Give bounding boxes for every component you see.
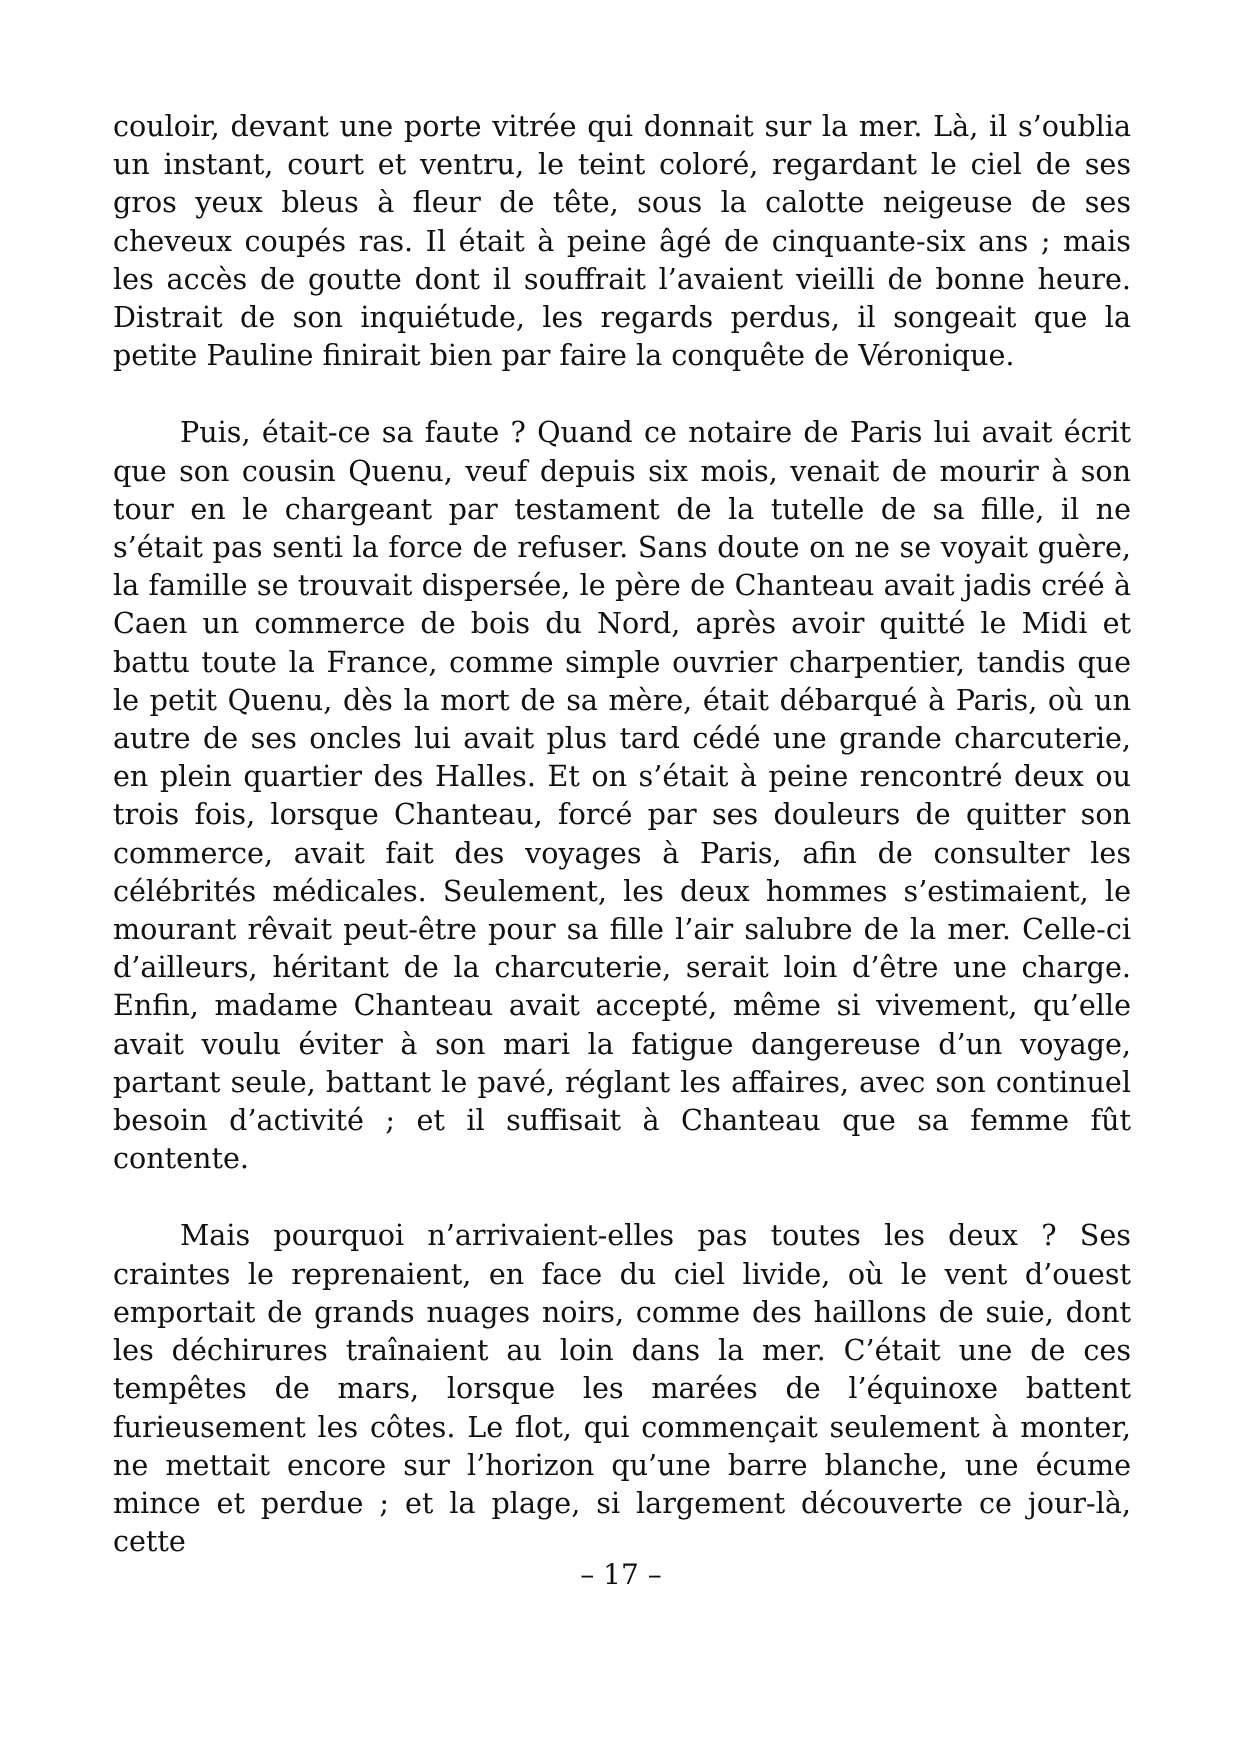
- paragraph-2: Puis, était-ce sa faute ? Quand ce notaire de Paris lui avait écrit que son cousin Quenu, veuf depuis six mois, venait de mourir à son tour en le chargeant par testament de la tutelle de sa fille, il ne s’était pas senti la force de refuser. Sans doute on ne se voyait guère, la famille se trouvait dispersée, le père de Chanteau avait jadis créé à Caen un commerce de bois du Nord, après avoir quitté le Midi et battu toute la France, comme simple ouvrier charpentier, tandis que le petit Quenu, dès la mort de sa mère, était débarqué à Paris, où un autre de ses oncles lui avait plus tard cédé une grande charcuterie, en plein quartier des Halles. Et on s’était à peine rencontré deux ou trois fois, lorsque Chanteau, forcé par ses douleurs de quitter son commerce, avait fait des voyages à Paris, afin de consulter les célébrités médicales. Seulement, les deux hommes s’estimaient, le mourant rêvait peut-être pour sa fille l’air salubre de la mer. Celle-ci d’ailleurs, héritant de la charcuterie, serait loin d’être une charge. Enfin, madame Chanteau avait accepté, même si vivement, qu’elle avait voulu éviter à son mari la fatigue dangereuse d’un voyage, partant seule, battant le pavé, réglant les affaires, avec son continuel besoin d’activité ; et il suffisait à Chanteau que sa femme fût contente.: [113, 415, 1131, 1176]
- page-text: [113, 107, 1131, 1560]
- paragraph-1: couloir, devant une porte vitrée qui donnait sur la mer. Là, il s’oublia un instant, court et ventru, le teint coloré, regardant le ciel de ses gros yeux bleus à fleur de tête, sous la calotte neigeuse de ses cheveux coupés ras. Il était à peine âgé de cinquante-six ans ; mais les accès de goutte dont il souffrait l’avaient vieilli de bonne heure. Distrait de son inquiétude, les regards perdus, il songeait que la petite Pauline finirait bien par faire la conquête de Véronique.: [113, 109, 1131, 373]
- page-number: – 17 –: [580, 1558, 662, 1591]
- paragraph-3: Mais pourquoi n’arrivaient-elles pas toutes les deux ? Ses craintes le reprenaient, en face du ciel livide, où le vent d’ouest emportait de grands nuages noirs, comme des haillons de suie, dont les déchirures traînaient au loin dans la mer. C’était une de ces tempêtes de mars, lorsque les marées de l’équinoxe battent furieusement les côtes. Le flot, qui commençait seulement à monter, ne mettait encore sur l’horizon qu’une barre blanche, une écume mince et perdue ; et la plage, si largement découverte ce jour-là, cette: [113, 1218, 1131, 1559]
